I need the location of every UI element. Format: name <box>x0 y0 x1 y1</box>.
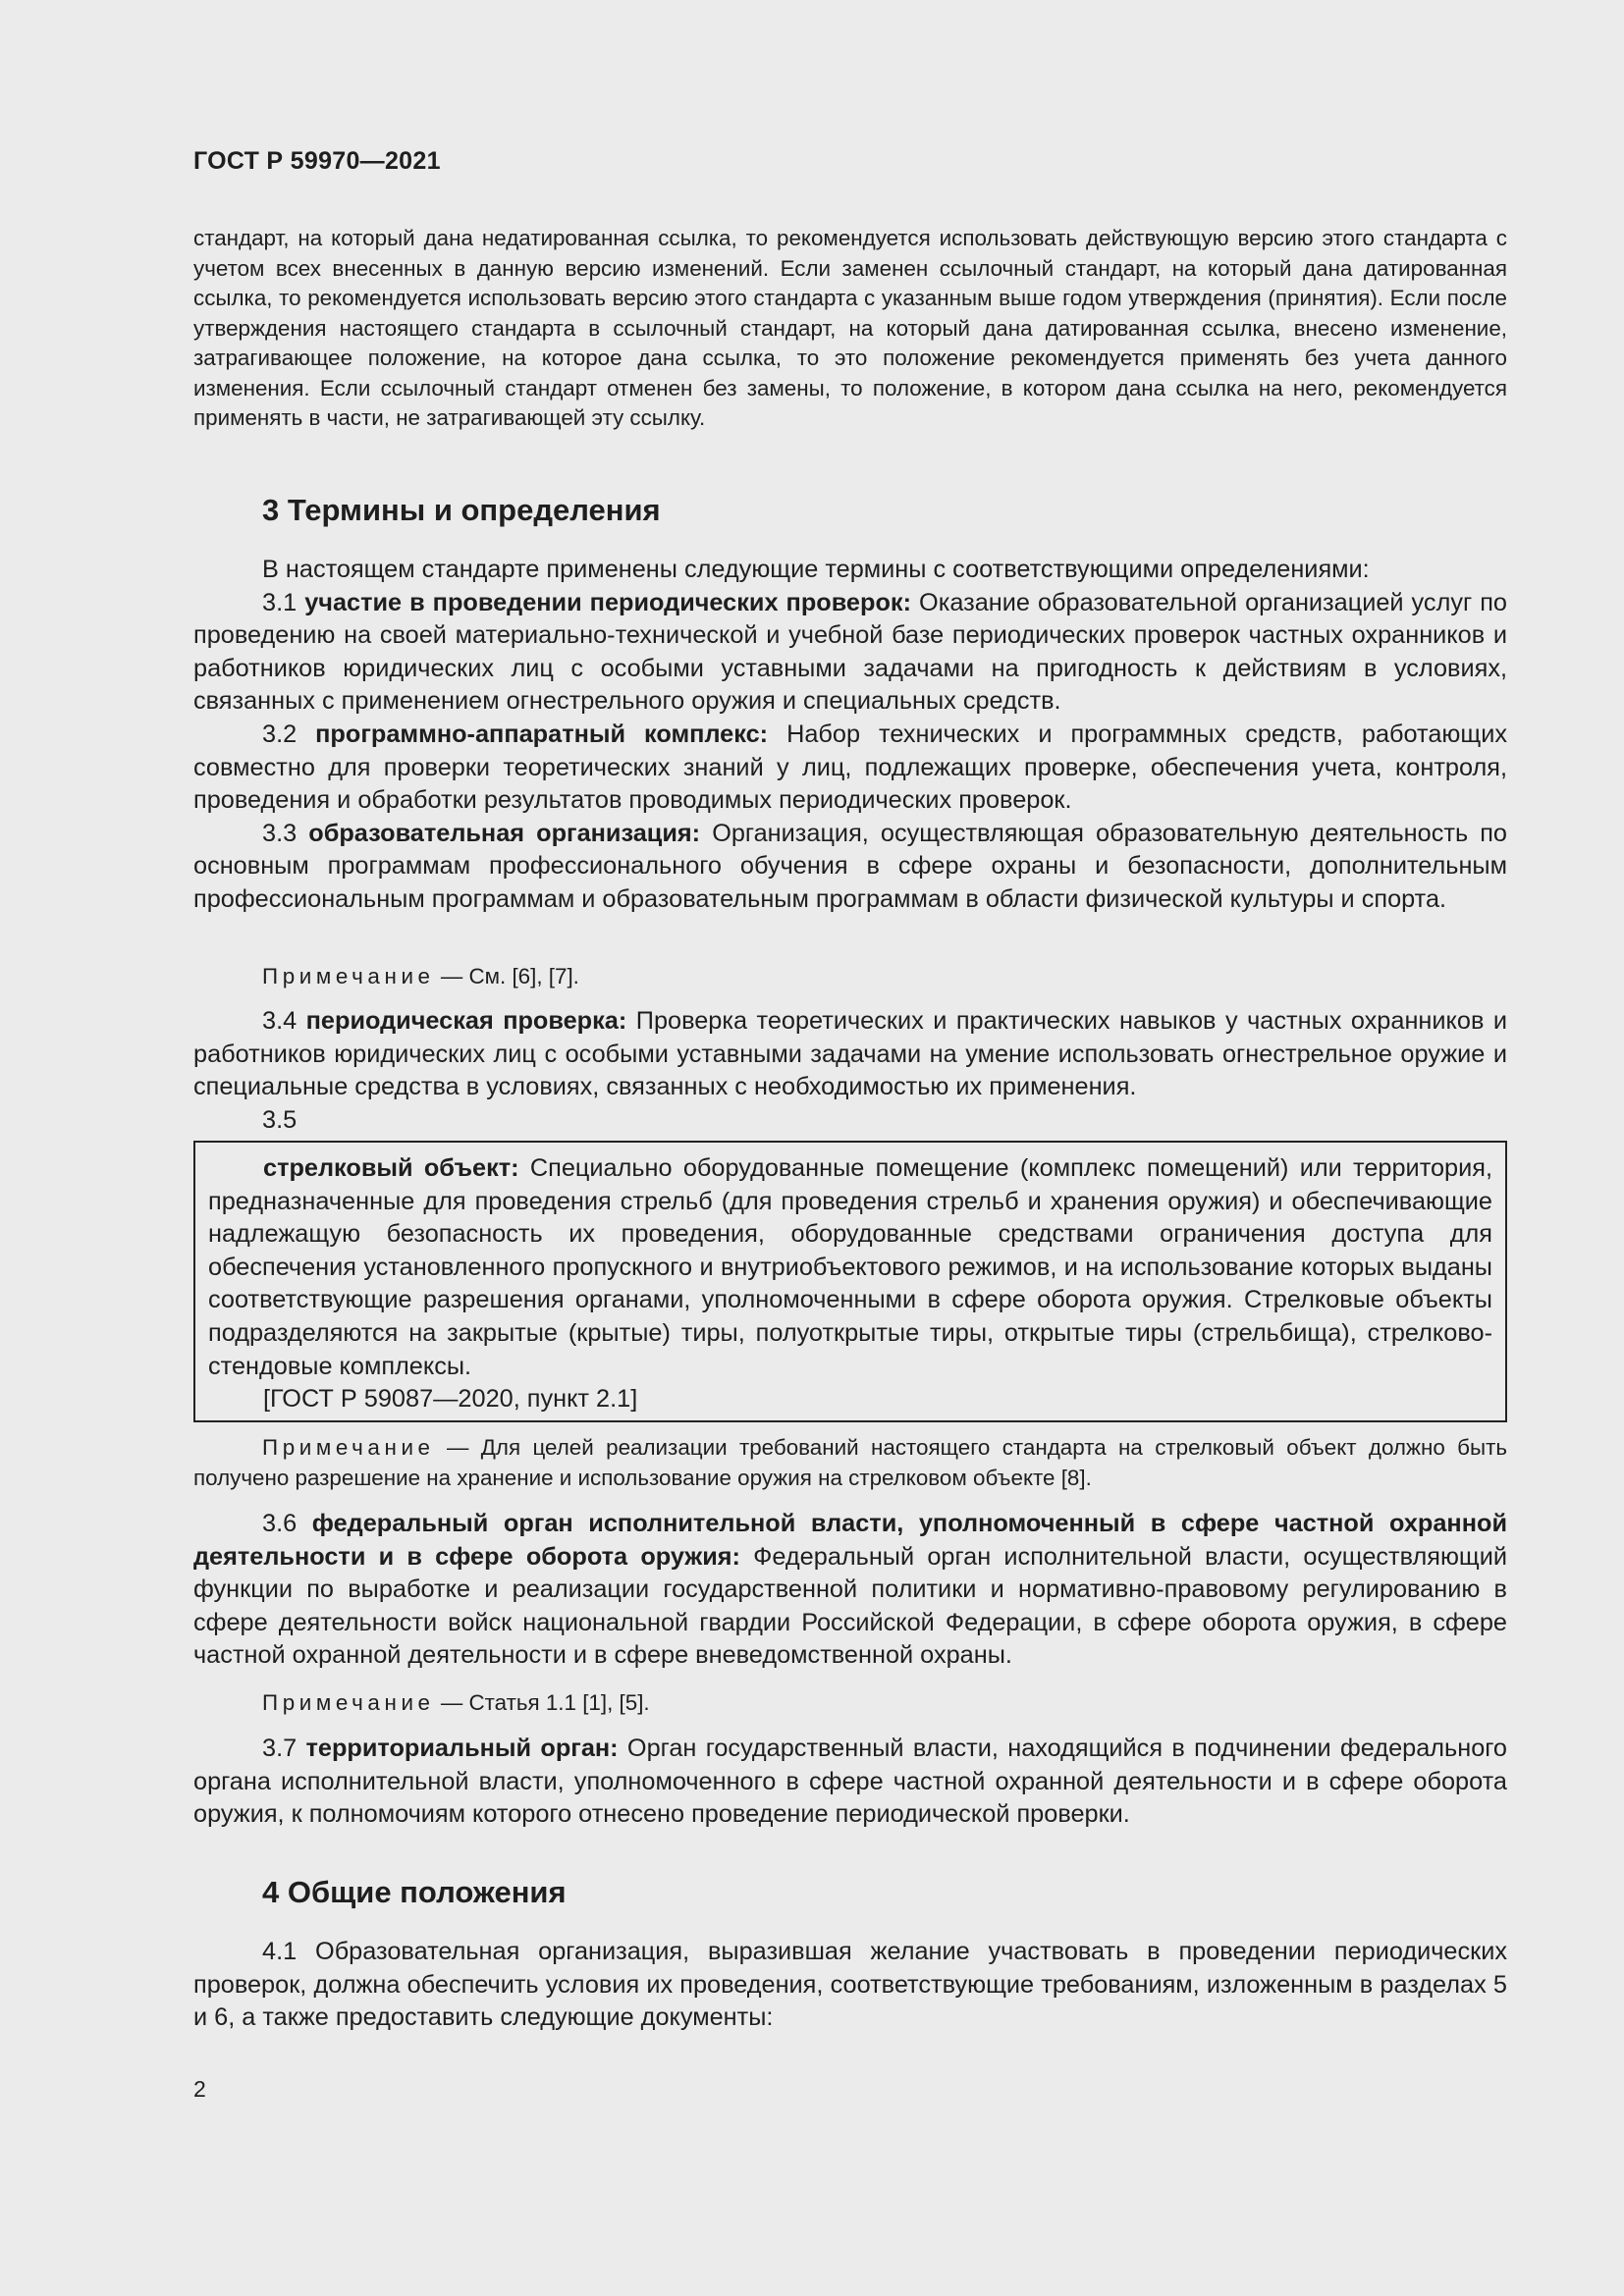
section-4-block <box>193 1936 1507 2035</box>
term-3-6: 3.6 федеральный орган исполнительной власти, уполномоченный в сфере частной охранной деятельности и в сфере оборота оружия: Федеральный орган исполнительной власти, осуществляющий функции по выработке и реализации государственной политики и нормативно-правовому регулированию в сфере деятельности войск национальной гвардии Российской Федерации, в сфере оборота оружия, в сфере частной охранной деятельности и в сфере вневедомственной охраны. <box>193 1510 1507 1670</box>
term-3-4-block <box>193 1005 1507 1137</box>
term-3-3-name: образовательная организация: <box>308 819 701 847</box>
term-3-1: 3.1 участие в проведении периодических проверок: Оказание образовательной организацией услуг по проведению на своей материально-технической и учебной базе периодических проверок частных охранников и работников юридических лиц с особыми уставными задачами на пригодность к действиям в условиях, связанных с применением огнестрельного оружия и специальных средств. <box>193 588 1507 716</box>
term-3-7: 3.7 территориальный орган: Орган государственный власти, находящийся в подчинении федерального органа исполнительной власти, уполномоченного в сфере частной охранной деятельности и в сфере оборота оружия, к полномочиям которого отнесено проведение периодической проверки. <box>193 1735 1508 1829</box>
term-3-5-content <box>208 1152 1492 1416</box>
note-1: Примечание — См. [6], [7]. <box>262 964 579 988</box>
term-3-4: 3.4 периодическая проверка: Проверка теоретических и практических навыков у частных охранников и работников юридических лиц с особыми уставными задачами на умение использовать огнестрельное оружие и специальные средства в условиях, связанных с необходимостью их применения. <box>193 1007 1507 1101</box>
note-3: Примечание — Статья 1.1 [1], [5]. <box>262 1690 650 1715</box>
term-3-7-block <box>193 1733 1507 1832</box>
term-3-2-name: программно-аппаратный комплекс: <box>315 720 769 748</box>
term-3-1-name: участие в проведении периодических проверок: <box>304 588 911 616</box>
section-3-title: 3 Термины и определения <box>262 493 661 527</box>
term-3-2: 3.2 программно-аппаратный комплекс: Набор технических и программных средств, работающих совместно для проверки теоретических знаний у лиц, подлежащих проверке, обеспечения учета, контроля, проведения и обработки результатов проводимых периодических проверок. <box>193 720 1507 815</box>
paragraph-4-1: 4.1 Образовательная организация, выразившая желание участвовать в проведении периодических проверок, должна обеспечить условия их проведения, соответствующие требованиям, изложенным в разделах 5 и 6, а также предоставить следующие документы: <box>193 1938 1507 2032</box>
term-3-3: 3.3 образовательная организация: Организация, осуществляющая образовательную деятельность по основным программам профессионального обучения в сфере охраны и безопасности, дополнительным профессиональным программам и образовательным программам в области физической культуры и спорта. <box>193 819 1507 913</box>
term-3-6-name: федеральный орган исполнительной власти, уполномоченный в сфере частной охранной деятельности и в сфере оборота оружия: <box>193 1510 1507 1571</box>
section-3-terms-top <box>193 554 1507 917</box>
intro-paragraph: стандарт, на который дана недатированная ссылка, то рекомендуется использовать действующую версию этого стандарта с учетом всех внесенных в данную версию изменений. Если заменен ссылочный стандарт, на который дана датированная ссылка, то рекомендуется использовать версию этого стандарта с указанным выше годом утверждения (принятия). Если после утверждения настоящего стандарта в ссылочный стандарт, на который дана датированная ссылка, внесено изменение, затрагивающее положение, на которое дана ссылка, то это положение рекомендуется применять без учета данного изменения. Если ссылочный стандарт отменен без замены, то положение, в котором дана ссылка на него, рекомендуется применять в части, не затрагивающей эту ссылку. <box>193 226 1507 430</box>
term-3-6-block <box>193 1508 1507 1673</box>
document-code: ГОСТ Р 59970—2021 <box>193 147 441 175</box>
term-3-5: стрелковый объект: Специально оборудованные помещение (комплекс помещений) или территория, предназначенные для проведения стрельб (для проведения стрельб и хранения оружия) и обеспечивающие надлежащую безопасность их проведения, оборудованные средствами ограничения доступа для обеспечения установленного пропускного и внутриобъектового режимов, и на использование которых выданы соответствующие разрешения органами, уполномоченными в сфере оборота оружия. Стрелковые объекты подразделяются на закрытые (крытые) тиры, полуоткрытые тиры, открытые тиры (стрельбища), стрелково-стендовые комплексы. <box>208 1154 1492 1380</box>
term-3-5-name: стрелковый объект: <box>263 1154 519 1182</box>
section-3-lead: В настоящем стандарте применены следующие термины с соответствующими определениями: <box>262 556 1370 583</box>
term-3-4-name: периодическая проверка: <box>305 1007 627 1035</box>
term-3-5-source: [ГОСТ Р 59087—2020, пункт 2.1] <box>263 1385 638 1414</box>
term-3-7-name: территориальный орган: <box>305 1735 619 1762</box>
note-2: Примечание — Для целей реализации требований настоящего стандарта на стрелковый объект должно быть получено разрешение на хранение и использование оружия на стрелковом объекте [8]. <box>193 1435 1507 1490</box>
note-label: Примечание <box>262 1690 435 1715</box>
page-number: 2 <box>193 2076 206 2102</box>
note-label: Примечание <box>262 964 435 988</box>
term-3-5-number: 3.5 <box>262 1105 298 1134</box>
note-label: Примечание <box>262 1435 435 1460</box>
section-4-title: 4 Общие положения <box>262 1875 567 1909</box>
